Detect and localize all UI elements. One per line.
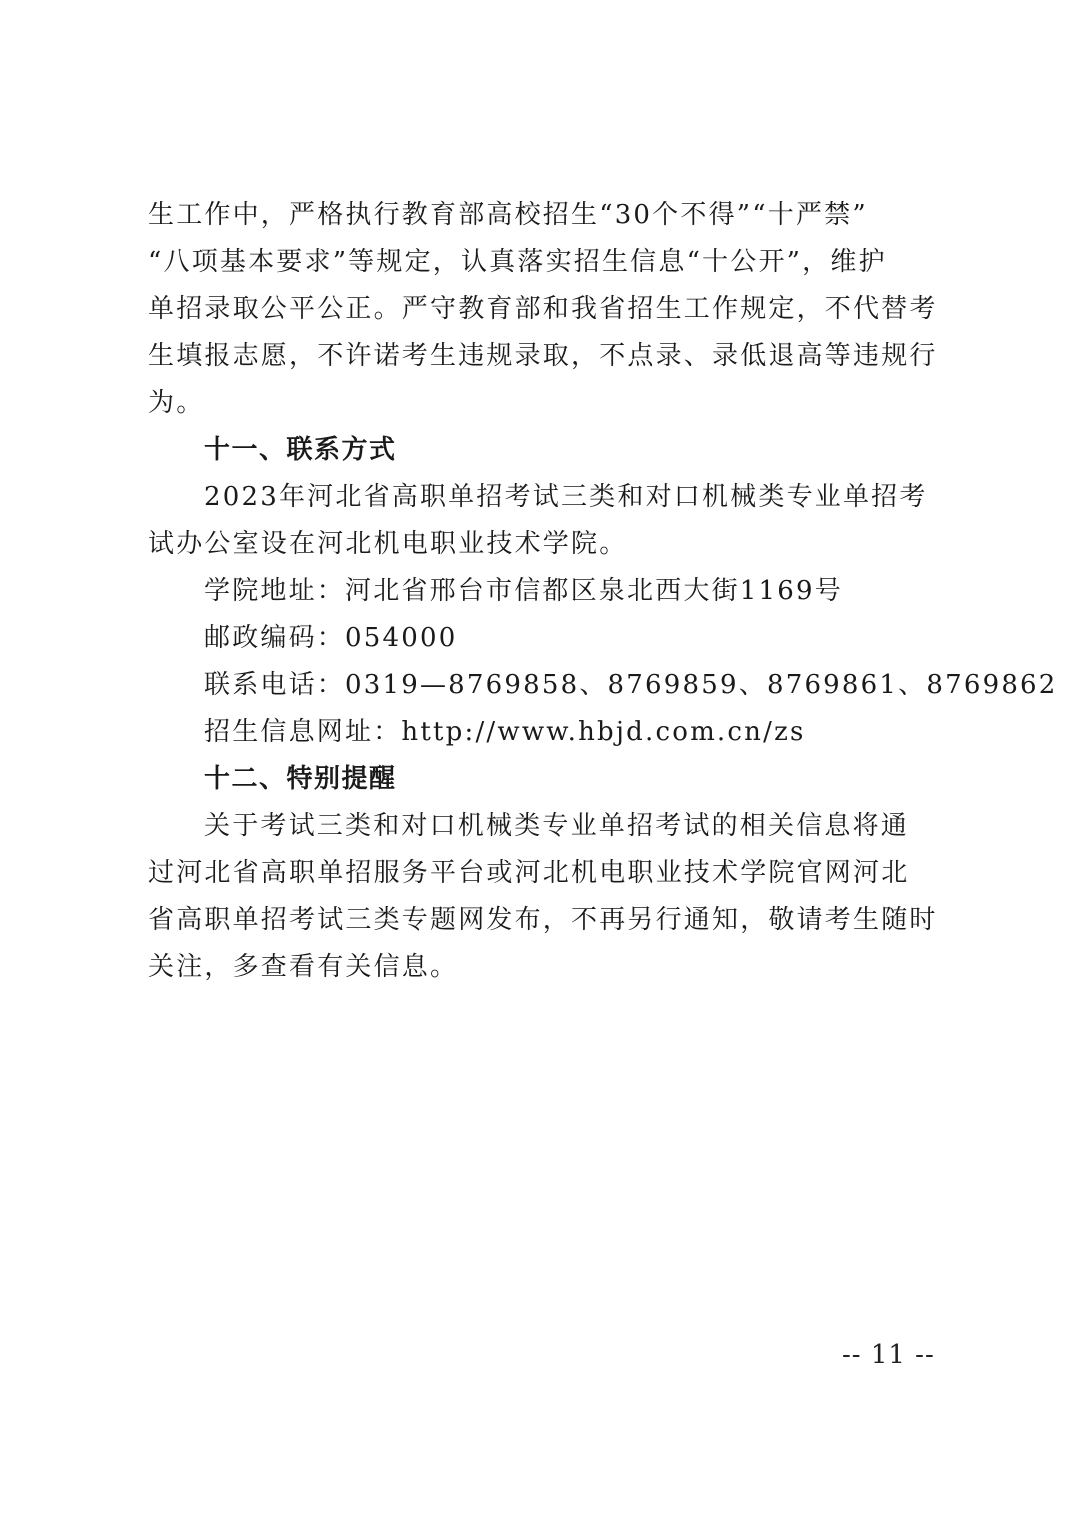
paragraph-line: 省高职单招考试三类专题网发布，不再另行通知，敬请考生随时: [148, 905, 938, 935]
contact-phone: 联系电话：0319—8769858、8769859、8769861、8769862: [204, 670, 1058, 700]
paragraph-line: 关于考试三类和对口机械类专业单招考试的相关信息将通: [204, 811, 910, 841]
paragraph-line: 2023年河北省高职单招考试三类和对口机械类专业单招考: [204, 482, 928, 512]
paragraph-line: 关注，多查看有关信息。: [148, 952, 459, 982]
page-number: -- 11 --: [842, 1340, 935, 1370]
contact-address: 学院地址：河北省邢台市信都区泉北西大街1169号: [204, 576, 843, 606]
paragraph-line: 单招录取公平公正。严守教育部和我省招生工作规定，不代替考: [148, 294, 938, 324]
contact-website: 招生信息网址：http://www.hbjd.com.cn/zs: [204, 717, 806, 747]
paragraph-line: 生工作中，严格执行教育部高校招生“30个不得”“十严禁”: [148, 200, 868, 230]
paragraph-line: 生填报志愿，不许诺考生违规录取，不点录、录低退高等违规行: [148, 341, 938, 371]
section-heading-contact: 十一、联系方式: [204, 435, 397, 465]
paragraph-line: 为。: [148, 388, 205, 418]
paragraph-line: 试办公室设在河北机电职业技术学院。: [148, 529, 628, 559]
paragraph-line: 过河北省高职单招服务平台或河北机电职业技术学院官网河北: [148, 858, 910, 888]
contact-postcode: 邮政编码：054000: [204, 623, 458, 653]
body-text: [148, 192, 1058, 991]
section-heading-reminder: 十二、特别提醒: [204, 764, 397, 794]
paragraph-line: “八项基本要求”等规定，认真落实招生信息“十公开”，维护: [148, 247, 887, 277]
